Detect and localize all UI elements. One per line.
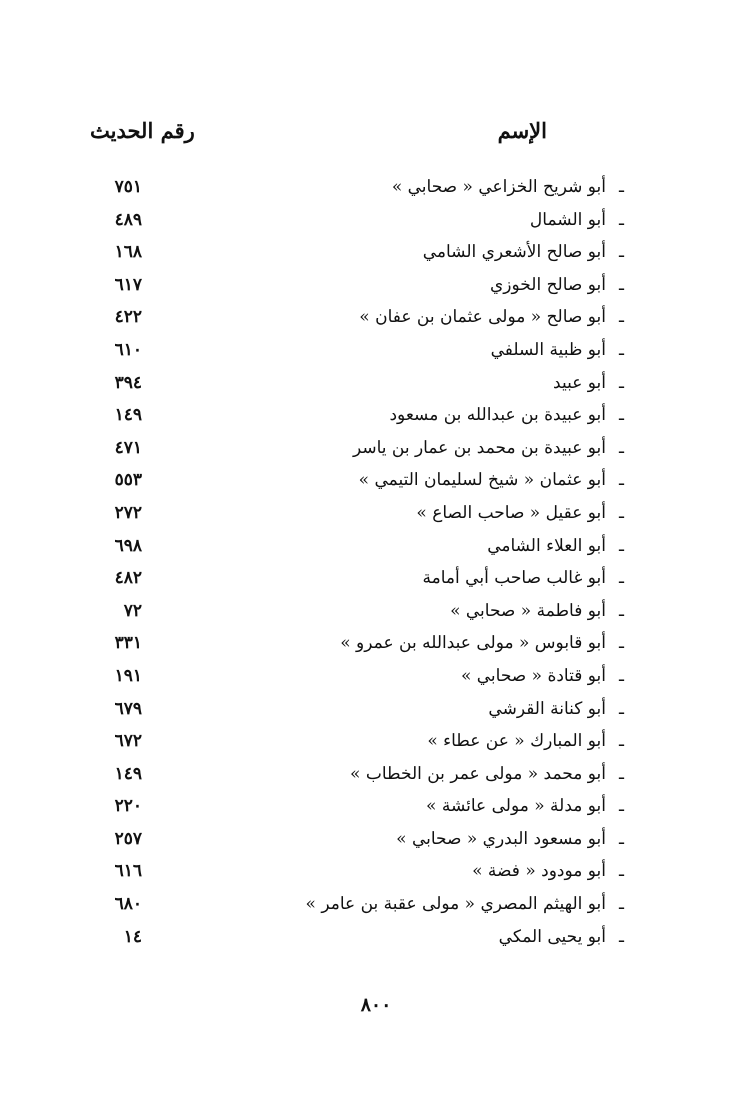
narrator-name: أبو شريح الخزاعي « صحابي » xyxy=(391,177,606,197)
hadith-number: ١٦٨ xyxy=(114,242,142,263)
hadith-number: ٦١٧ xyxy=(114,274,142,295)
hadith-number: ١٤٩ xyxy=(114,405,142,426)
narrator-name: أبو صالح « مولى عثمان بن عفان » xyxy=(359,307,606,328)
hadith-number: ٦١٠ xyxy=(114,339,142,360)
row-dash: ـ xyxy=(619,633,624,654)
hadith-number: ٤٧١ xyxy=(114,437,142,458)
index-row xyxy=(0,301,752,334)
row-dash: ـ xyxy=(619,535,624,556)
row-dash: ـ xyxy=(619,731,624,752)
hadith-number: ٧٢ xyxy=(123,600,142,621)
row-dash: ـ xyxy=(619,209,624,230)
row-dash: ـ xyxy=(619,600,624,621)
row-dash: ـ xyxy=(619,796,624,817)
index-row xyxy=(0,432,752,465)
narrator-name: أبو الهيثم المصري « مولى عقبة بن عامر » xyxy=(305,894,606,915)
index-row xyxy=(0,595,752,628)
narrator-name: أبو غالب صاحب أبي أمامة xyxy=(422,568,606,589)
narrator-name: أبو العلاء الشامي xyxy=(487,535,606,556)
hadith-number: ٤٨٩ xyxy=(114,209,142,230)
index-row xyxy=(0,334,752,367)
row-dash: ـ xyxy=(619,372,624,393)
hadith-number: ١٤٩ xyxy=(114,763,142,784)
row-dash: ـ xyxy=(619,307,624,328)
row-dash: ـ xyxy=(619,242,624,263)
narrator-name: أبو عبيدة بن محمد بن عمار بن ياسر xyxy=(352,437,606,458)
narrator-name: أبو قابوس « مولى عبدالله بن عمرو » xyxy=(340,633,606,654)
narrator-name: أبو مدلة « مولى عائشة » xyxy=(426,796,606,817)
narrator-name: أبو عقيل « صاحب الصاع » xyxy=(416,502,606,523)
narrator-name: أبو قتادة « صحابي » xyxy=(460,665,606,686)
narrator-name: أبو عثمان « شيخ لسليمان التيمي » xyxy=(358,470,606,491)
narrator-name: أبو عبيدة بن عبدالله بن مسعود xyxy=(389,405,606,426)
name-column-header: الإسم xyxy=(497,118,547,143)
hadith-number: ٢٥٧ xyxy=(114,828,142,849)
narrator-name: أبو كنانة القرشي xyxy=(488,698,606,719)
hadith-number: ٦٩٨ xyxy=(114,535,142,556)
narrator-name: أبو صالح الخوزي xyxy=(490,274,606,295)
index-row xyxy=(0,627,752,660)
hadith-number: ٦١٦ xyxy=(114,861,142,882)
hadith-number: ١٤ xyxy=(123,926,142,947)
index-row xyxy=(0,758,752,791)
row-dash: ـ xyxy=(619,665,624,686)
narrator-name: أبو يحيى المكي xyxy=(498,926,606,947)
index-row xyxy=(0,530,752,563)
hadith-number: ٣٣١ xyxy=(114,633,142,654)
row-dash: ـ xyxy=(619,502,624,523)
row-dash: ـ xyxy=(619,274,624,295)
narrator-name: أبو محمد « مولى عمر بن الخطاب » xyxy=(350,763,606,784)
narrator-name: أبو المبارك « عن عطاء » xyxy=(427,731,606,752)
narrator-name: أبو ظبية السلفي xyxy=(490,339,606,360)
hadith-number: ١٩١ xyxy=(114,665,142,686)
hadith-number: ٤٢٢ xyxy=(114,307,142,328)
index-row xyxy=(0,269,752,302)
hadith-number: ٢٢٠ xyxy=(114,796,142,817)
index-row xyxy=(0,204,752,237)
index-row xyxy=(0,790,752,823)
row-dash: ـ xyxy=(619,926,624,947)
row-dash: ـ xyxy=(619,470,624,491)
row-dash: ـ xyxy=(619,568,624,589)
narrator-name: أبو صالح الأشعري الشامي xyxy=(422,242,606,263)
hadith-number: ٦٧٢ xyxy=(114,731,142,752)
index-row xyxy=(0,367,752,400)
row-dash: ـ xyxy=(619,698,624,719)
index-row xyxy=(0,725,752,758)
index-row xyxy=(0,399,752,432)
row-dash: ـ xyxy=(619,339,624,360)
hadith-number: ٣٩٤ xyxy=(114,372,142,393)
row-dash: ـ xyxy=(619,861,624,882)
narrator-name: أبو مسعود البدري « صحابي » xyxy=(396,828,606,849)
row-dash: ـ xyxy=(619,437,624,458)
hadith-number: ٥٥٣ xyxy=(114,470,142,491)
row-dash: ـ xyxy=(619,177,624,197)
narrator-name: أبو الشمال xyxy=(529,209,606,230)
index-row xyxy=(0,888,752,921)
hadith-number: ٦٨٠ xyxy=(114,894,142,915)
hadith-number: ٢٧٢ xyxy=(114,502,142,523)
narrator-name: أبو مودود « فضة » xyxy=(472,861,606,882)
page-number: ٨٠٠ xyxy=(360,994,392,1016)
index-row xyxy=(0,497,752,530)
row-dash: ـ xyxy=(619,828,624,849)
hadith-number-column-header: رقم الحديث xyxy=(90,118,195,143)
index-row xyxy=(0,823,752,856)
index-row xyxy=(0,464,752,497)
index-row xyxy=(0,660,752,693)
index-row xyxy=(0,562,752,595)
row-dash: ـ xyxy=(619,763,624,784)
row-dash: ـ xyxy=(619,894,624,915)
index-row xyxy=(0,921,752,954)
index-row xyxy=(0,693,752,726)
index-row xyxy=(0,855,752,888)
index-row xyxy=(0,236,752,269)
hadith-number: ٧٥١ xyxy=(114,177,142,197)
hadith-number: ٤٨٢ xyxy=(114,568,142,589)
narrator-name: أبو فاطمة « صحابي » xyxy=(450,600,606,621)
index-list xyxy=(0,171,752,953)
row-dash: ـ xyxy=(619,405,624,426)
narrator-name: أبو عبيد xyxy=(553,372,606,393)
hadith-number: ٦٧٩ xyxy=(114,698,142,719)
index-row xyxy=(0,171,752,204)
